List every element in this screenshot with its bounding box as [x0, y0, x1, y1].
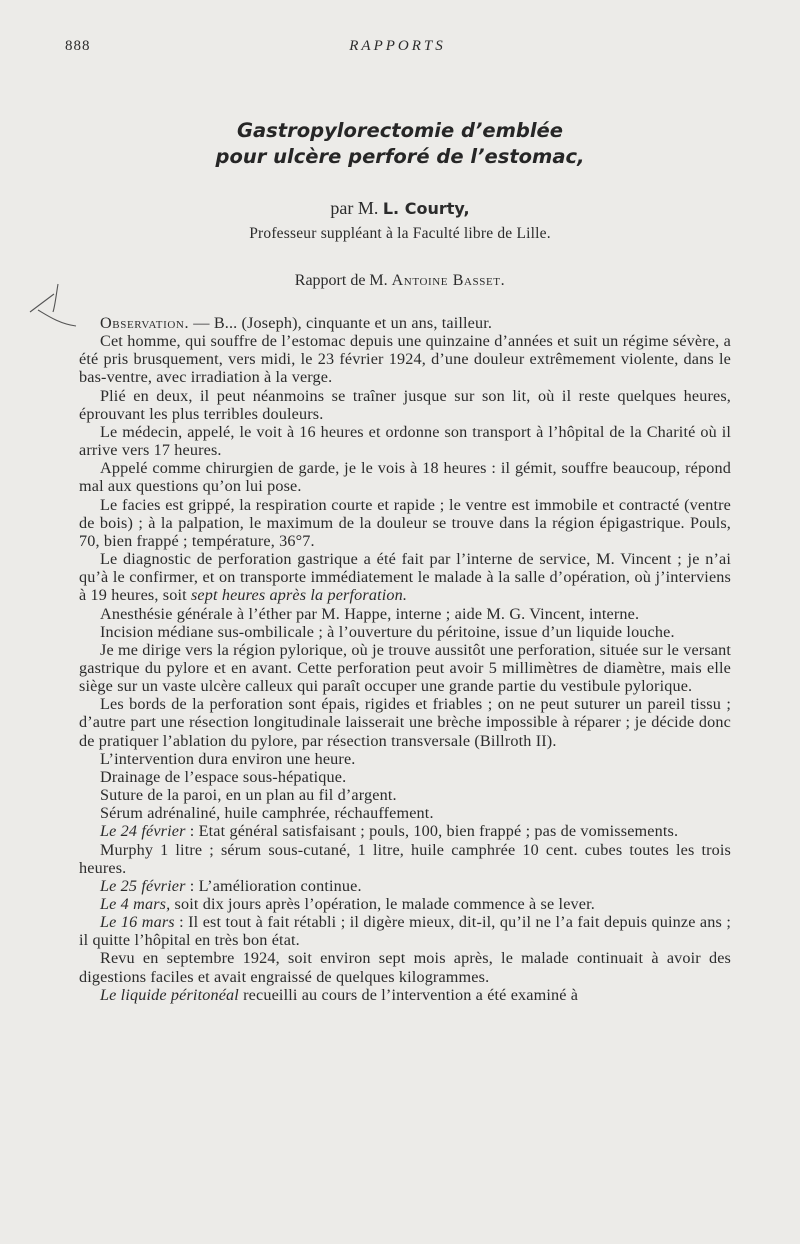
emphasis: sept heures après la perforation.	[190, 586, 408, 605]
paragraph: Revu en septembre 1924, soit environ sept mois après, le malade continuait à avoir des digestions faciles et avait engraissé de quelques kilogrammes.	[79, 949, 731, 986]
paragraph	[79, 986, 731, 1004]
article-title-line-1: Gastropylorectomie d’emblée	[237, 119, 563, 142]
page-number: 888	[65, 38, 91, 54]
paragraph: Le facies est grippé, la respiration courte et rapide ; le ventre est immobile et contracté (ventre de bois) ; à la palpation, le maximum de la douleur se trouve dans la région épigastrique. Pouls, 70, bien frappé ; température, 36°7.	[79, 495, 731, 550]
paragraph	[79, 550, 731, 604]
paragraph	[79, 913, 731, 949]
paragraph-text: recueilli au cours de l’intervention a été examiné à	[238, 985, 579, 1004]
article-header	[0, 118, 800, 290]
paragraph: Murphy 1 litre ; sérum sous-cutané, 1 litre, huile camphrée 10 cent. cubes toutes les trois heures.	[79, 840, 731, 877]
date-emphasis: Le 4 mars,	[100, 895, 171, 913]
paragraph: Le médecin, appelé, le voit à 16 heures et ordonne son transport à l’hôpital de la Charité où il arrive vers 17 heures.	[79, 422, 731, 460]
paragraph: Incision médiane sus-ombilicale ; à l’ouverture du péritoine, issue d’un liquide louche.	[100, 622, 675, 641]
paragraph-text: — B... (Joseph), cinquante et un ans, tailleur.	[189, 314, 493, 332]
paragraph: Sérum adrénaliné, huile camphrée, réchauffement.	[100, 804, 434, 823]
date-emphasis: Le 25 février	[100, 876, 186, 895]
date-emphasis: Le 16 mars	[100, 913, 175, 932]
date-emphasis: Le 24 février	[100, 822, 186, 841]
paragraph-text: : L’amélioration continue.	[185, 876, 362, 895]
paragraph: L’intervention dura environ une heure.	[100, 749, 356, 768]
author-affiliation: Professeur suppléant à la Faculté libre de Lille.	[249, 225, 551, 242]
paragraph	[79, 822, 731, 840]
paragraph-text: Le diagnostic de perforation gastrique a été fait par l’interne de service, M. Vincent ; je n’ai qu’à le confirmer, et on transporte immédiatement le malade à la salle d’opération, où j’interviens à 19 heures, soit	[79, 550, 731, 605]
byline	[0, 198, 800, 219]
reporter-name: Antoine Basset.	[391, 272, 506, 289]
observation-label: Observation.	[100, 314, 190, 332]
paragraph-text: : Etat général satisfaisant ; pouls, 100, bien frappé ; pas de vomissements.	[185, 822, 679, 841]
paragraph: Suture de la paroi, en un plan au fil d’argent.	[100, 786, 397, 805]
emphasis: Le liquide péritonéal	[100, 985, 239, 1004]
article-body	[79, 314, 731, 1004]
article-title-line-2: pour ulcère perforé de l’estomac,	[215, 145, 585, 168]
paragraph: Cet homme, qui souffre de l’estomac depuis une quinzaine d’années et suit un régime sévère, a été pris brusquement, vers midi, le 23 février 1924, d’une douleur extrêmement violente, dans le bas-ventre, avec irradiation à la verge.	[79, 332, 731, 387]
paragraph: Plié en deux, il peut néanmoins se traîner jusque sur son lit, où il reste quelques heures, éprouvant les plus terribles douleurs.	[79, 386, 731, 423]
paragraph: Anesthésie générale à l’éther par M. Happe, interne ; aide M. G. Vincent, interne.	[100, 604, 640, 623]
paragraph	[79, 895, 731, 913]
author-name: L. Courty,	[382, 199, 470, 218]
report-prefix: Rapport de M.	[294, 272, 388, 289]
report-line	[0, 272, 800, 290]
running-head: RAPPORTS	[349, 38, 446, 54]
paragraph: Je me dirige vers la région pylorique, où je trouve aussitôt une perforation, située sur le versant gastrique du pylore et en avant. Cette perforation peut avoir 5 millimètres de diamètre, mais elle siège sur un vaste ulcère calleux qui paraît occuper une grande partie du vestibule pylorique.	[79, 640, 731, 696]
paragraph-observation	[79, 314, 731, 332]
paragraph: Les bords de la perforation sont épais, rigides et friables ; on ne peut suturer un pareil tissu ; d’autre part une résection longitudinale laisserait une brèche impossible à réparer ; je décide donc de pratiquer l’ablation du pylore, par résection transversale (Billroth II).	[79, 695, 731, 750]
paragraph	[79, 877, 731, 895]
byline-prefix: par M.	[330, 198, 379, 218]
paragraph: Appelé comme chirurgien de garde, je le vois à 18 heures : il gémit, souffre beaucoup, répond mal aux questions qu’on lui pose.	[79, 459, 731, 496]
paragraph-text: soit dix jours après l’opération, le malade commence à se lever.	[170, 895, 595, 913]
paragraph: Drainage de l’espace sous-hépatique.	[100, 767, 347, 786]
paragraph-text: : Il est tout à fait rétabli ; il digère mieux, dit-il, qu’il ne l’a fait depuis quinze ans ; il quitte l’hôpital en très bon état.	[79, 913, 731, 950]
